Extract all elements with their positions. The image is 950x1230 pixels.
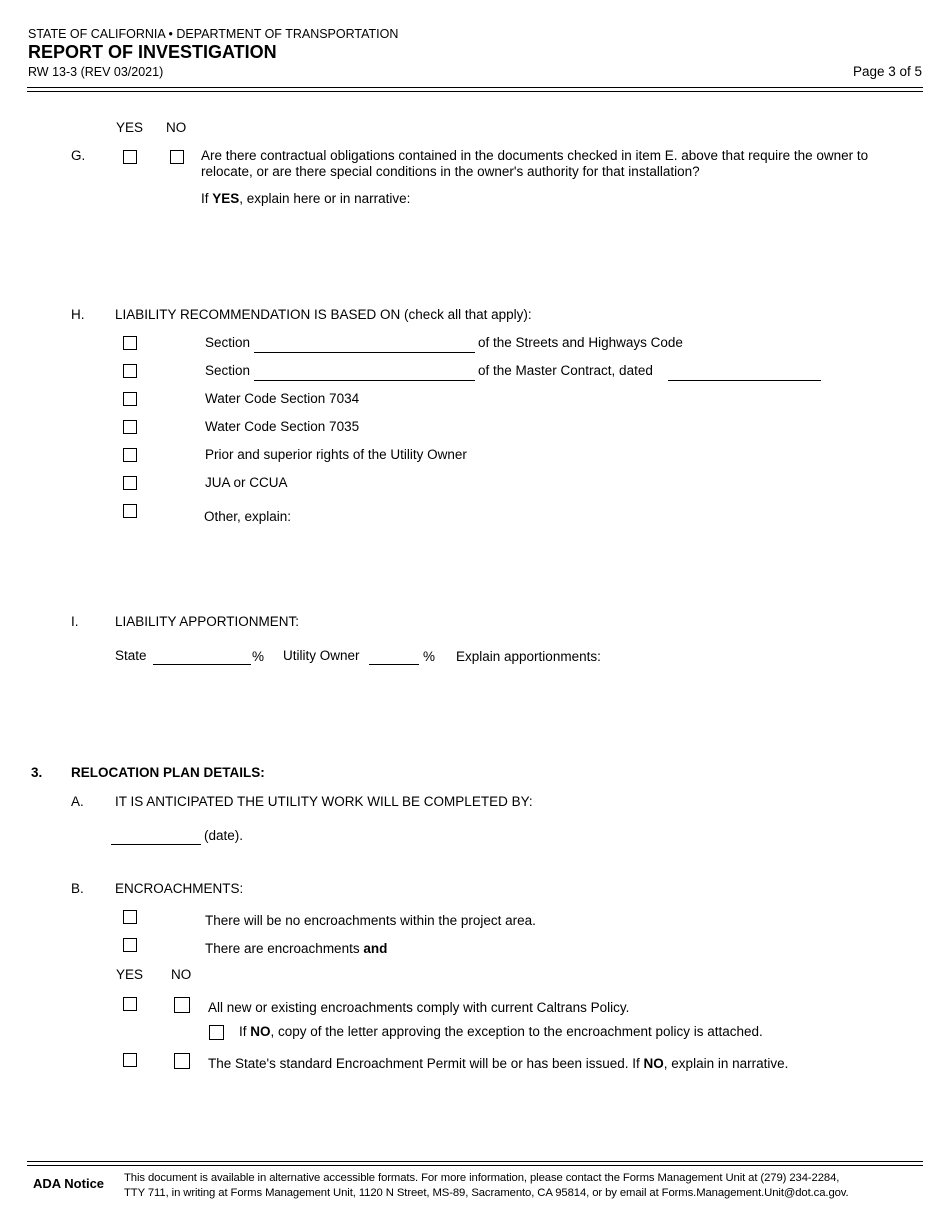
form-title: REPORT OF INVESTIGATION (28, 42, 277, 62)
state-percent-field[interactable] (153, 664, 251, 665)
water-7035-checkbox[interactable] (123, 420, 137, 434)
other-checkbox[interactable] (123, 504, 137, 518)
water-7035-label: Water Code Section 7035 (205, 419, 360, 434)
water-7034-label: Water Code Section 7034 (205, 391, 360, 406)
header-rule-bottom (27, 91, 923, 92)
footer-rule-top (27, 1161, 923, 1162)
item-g-question-line1: Are there contractual obligations contained in the documents checked in item E. above that require the owner to (201, 148, 869, 163)
streets-section-field[interactable] (254, 352, 475, 353)
item-i-heading: LIABILITY APPORTIONMENT: (115, 614, 300, 629)
streets-code-label: of the Streets and Highways Code (478, 335, 683, 350)
item-i-letter: I. (71, 614, 79, 629)
utility-owner-percent-field[interactable] (369, 664, 419, 665)
yes-column-label-b: YES (116, 967, 144, 982)
master-section-field[interactable] (254, 380, 475, 381)
page-number: Page 3 of 5 (852, 64, 922, 79)
master-contract-date-field[interactable] (668, 380, 821, 381)
section-3-number: 3. (31, 765, 43, 780)
master-section-label: Section (205, 363, 251, 378)
jua-label: JUA or CCUA (205, 475, 288, 490)
comply-yes-checkbox[interactable] (123, 997, 137, 1011)
permit-label: The State's standard Encroachment Permit will be or has been issued. If NO, explain in narrative. (208, 1056, 789, 1071)
header-rule-top (27, 87, 923, 88)
ada-notice-label: ADA Notice (33, 1176, 105, 1191)
encroachments-checkbox[interactable] (123, 938, 137, 952)
section-3-heading: RELOCATION PLAN DETAILS: (71, 765, 265, 780)
prior-rights-checkbox[interactable] (123, 448, 137, 462)
item-g-letter: G. (71, 148, 86, 163)
item-b-letter: B. (71, 881, 84, 896)
agency-line: STATE OF CALIFORNIA • DEPARTMENT OF TRANSPORTATION (28, 27, 399, 41)
permit-no-checkbox[interactable] (174, 1053, 190, 1069)
permit-yes-checkbox[interactable] (123, 1053, 137, 1067)
item-b-heading: ENCROACHMENTS: (115, 881, 244, 896)
yes-column-label: YES (116, 120, 144, 135)
comply-label: All new or existing encroachments comply with current Caltrans Policy. (208, 1000, 630, 1015)
utility-owner-label: Utility Owner (283, 648, 360, 663)
prior-rights-label: Prior and superior rights of the Utility Owner (205, 447, 467, 462)
item-g-yes-checkbox[interactable] (123, 150, 137, 164)
ada-notice-line1: This document is available in alternative accessible formats. For more information, please contact the Forms Management Unit at (279) 234-2284, (124, 1172, 840, 1184)
state-percent-sign: % (252, 649, 265, 664)
date-label: (date). (204, 828, 244, 843)
exception-letter-checkbox[interactable] (209, 1025, 224, 1040)
master-contract-checkbox[interactable] (123, 364, 137, 378)
ada-notice-line2: TTY 711, in writing at Forms Management Unit, 1120 N Street, MS-89, Sacramento, CA 95814, or by email at Forms.Management.Unit@dot.ca.gov. (124, 1187, 849, 1199)
state-label: State (115, 648, 147, 663)
exception-letter-label: If NO, copy of the letter approving the exception to the encroachment policy is attached. (239, 1024, 763, 1039)
no-column-label: NO (166, 120, 187, 135)
completion-date-field[interactable] (111, 844, 201, 845)
utility-percent-sign: % (423, 649, 436, 664)
other-label: Other, explain: (204, 509, 292, 524)
no-column-label-b: NO (171, 967, 192, 982)
comply-no-checkbox[interactable] (174, 997, 190, 1013)
item-g-explain-prompt: If YES, explain here or in narrative: (201, 191, 411, 206)
footer-rule-bottom (27, 1165, 923, 1166)
streets-code-checkbox[interactable] (123, 336, 137, 350)
explain-apportionments-label: Explain apportionments: (456, 649, 601, 664)
streets-section-label: Section (205, 335, 251, 350)
no-encroachments-checkbox[interactable] (123, 910, 137, 924)
item-h-heading: LIABILITY RECOMMENDATION IS BASED ON (check all that apply): (115, 307, 532, 322)
form-id: RW 13-3 (REV 03/2021) (28, 65, 164, 79)
no-encroachments-label: There will be no encroachments within the project area. (205, 913, 536, 928)
encroachments-label: There are encroachments and (205, 941, 388, 956)
master-contract-label: of the Master Contract, dated (478, 363, 653, 378)
water-7034-checkbox[interactable] (123, 392, 137, 406)
item-g-question-line2: relocate, or are there special conditions in the owner's authority for that installation? (201, 164, 700, 179)
item-g-no-checkbox[interactable] (170, 150, 184, 164)
item-a-letter: A. (71, 794, 84, 809)
jua-checkbox[interactable] (123, 476, 137, 490)
item-a-text: IT IS ANTICIPATED THE UTILITY WORK WILL BE COMPLETED BY: (115, 794, 533, 809)
item-h-letter: H. (71, 307, 85, 322)
